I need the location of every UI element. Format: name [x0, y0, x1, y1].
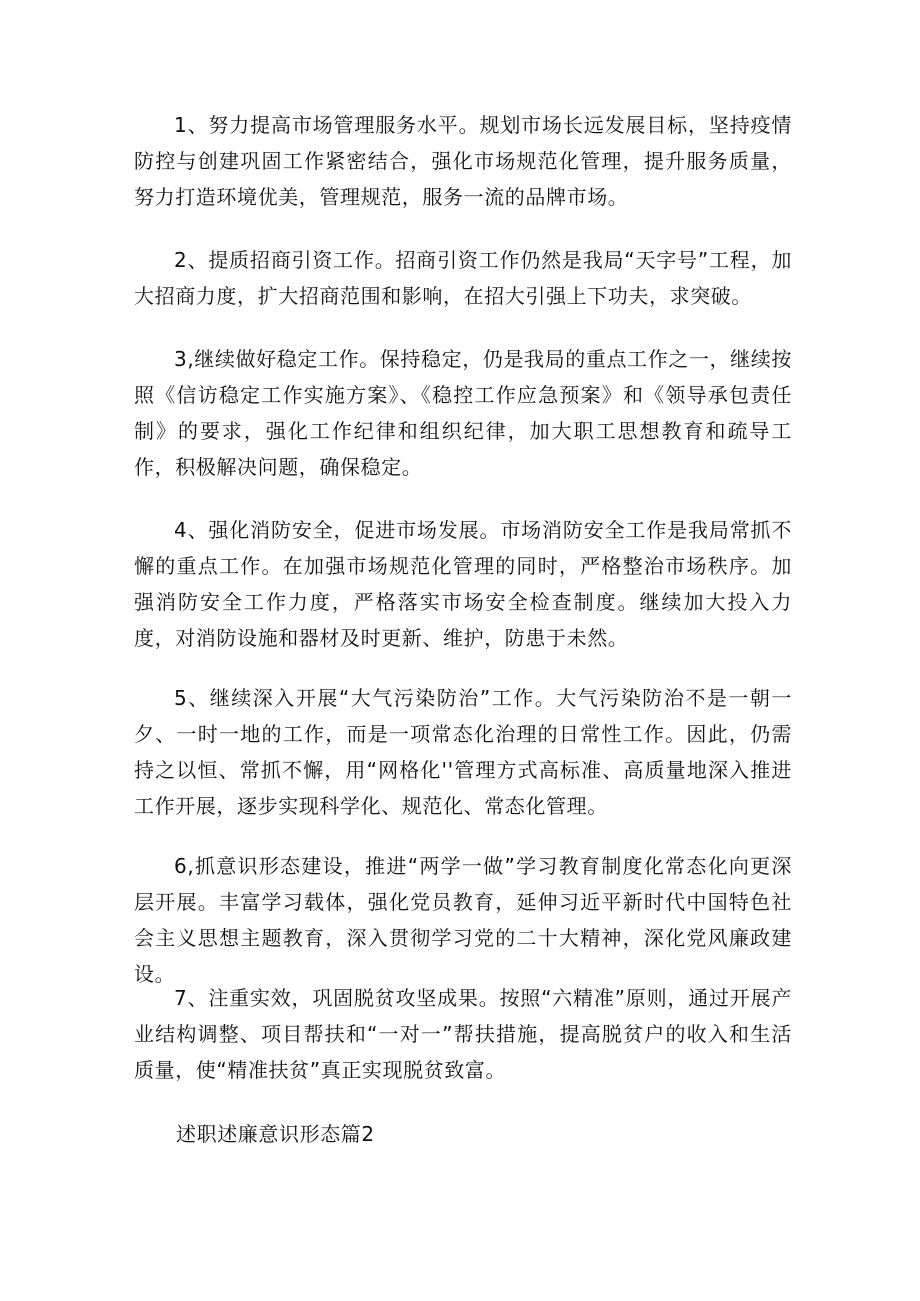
paragraph-item-2: 2、提质招商引资工作。招商引资工作仍然是我局“天字号”工程，加大招商力度，扩大招商范围和影响，在招大引强上下功夫，求突破。 [134, 248, 792, 308]
paragraph-item-3: 3,继续做好稳定工作。保持稳定，仍是我局的重点工作之一，继续按照《信访稳定工作实施方案》、《稳控工作应急预案》和《领导承包责任制》的要求，强化工作纪律和组织纪律，加大职工思想教育和疏导工作，积极解决问题，确保稳定。 [134, 347, 792, 479]
paragraph-item-4: 4、强化消防安全，促进市场发展。市场消防安全工作是我局常抓不懈的重点工作。在加强市场规范化管理的同时，严格整治市场秩序。加强消防安全工作力度，严格落实市场安全检查制度。继续加大投入力度，对消防设施和器材及时更新、维护，防患于未然。 [134, 518, 792, 650]
paragraph-item-6: 6,抓意识形态建设，推进“两学一做”学习教育制度化常态化向更深层开展。丰富学习载体，强化党员教育，延伸习近平新时代中国特色社会主义思想主题教育，深入贯彻学习党的二十大精神，深化党风廉政建设。 [134, 854, 792, 986]
paragraph-item-7: 7、注重实效，巩固脱贫攻坚成果。按照“六精准”原则，通过开展产业结构调整、项目帮扶和“一对一”帮扶措施，提高脱贫户的收入和生活质量，使“精准扶贫”真正实现脱贫致富。 [134, 986, 792, 1082]
paragraph-item-5: 5、继续深入开展“大气污染防治”工作。大气污染防治不是一朝一夕、一时一地的工作，而是一项常态化治理的日常性工作。因此，仍需持之以恒、常抓不懈，用“网格化''管理方式高标准、高质量地深入推进工作开展，逐步实现科学化、规范化、常态化管理。 [134, 686, 792, 818]
paragraph-item-1: 1、努力提高市场管理服务水平。规划市场长远发展目标，坚持疫情防控与创建巩固工作紧密结合，强化市场规范化管理，提升服务质量，努力打造环境优美，管理规范，服务一流的品牌市场。 [134, 113, 792, 209]
section-title: 述职述廉意识形态篇2 [176, 1122, 375, 1146]
